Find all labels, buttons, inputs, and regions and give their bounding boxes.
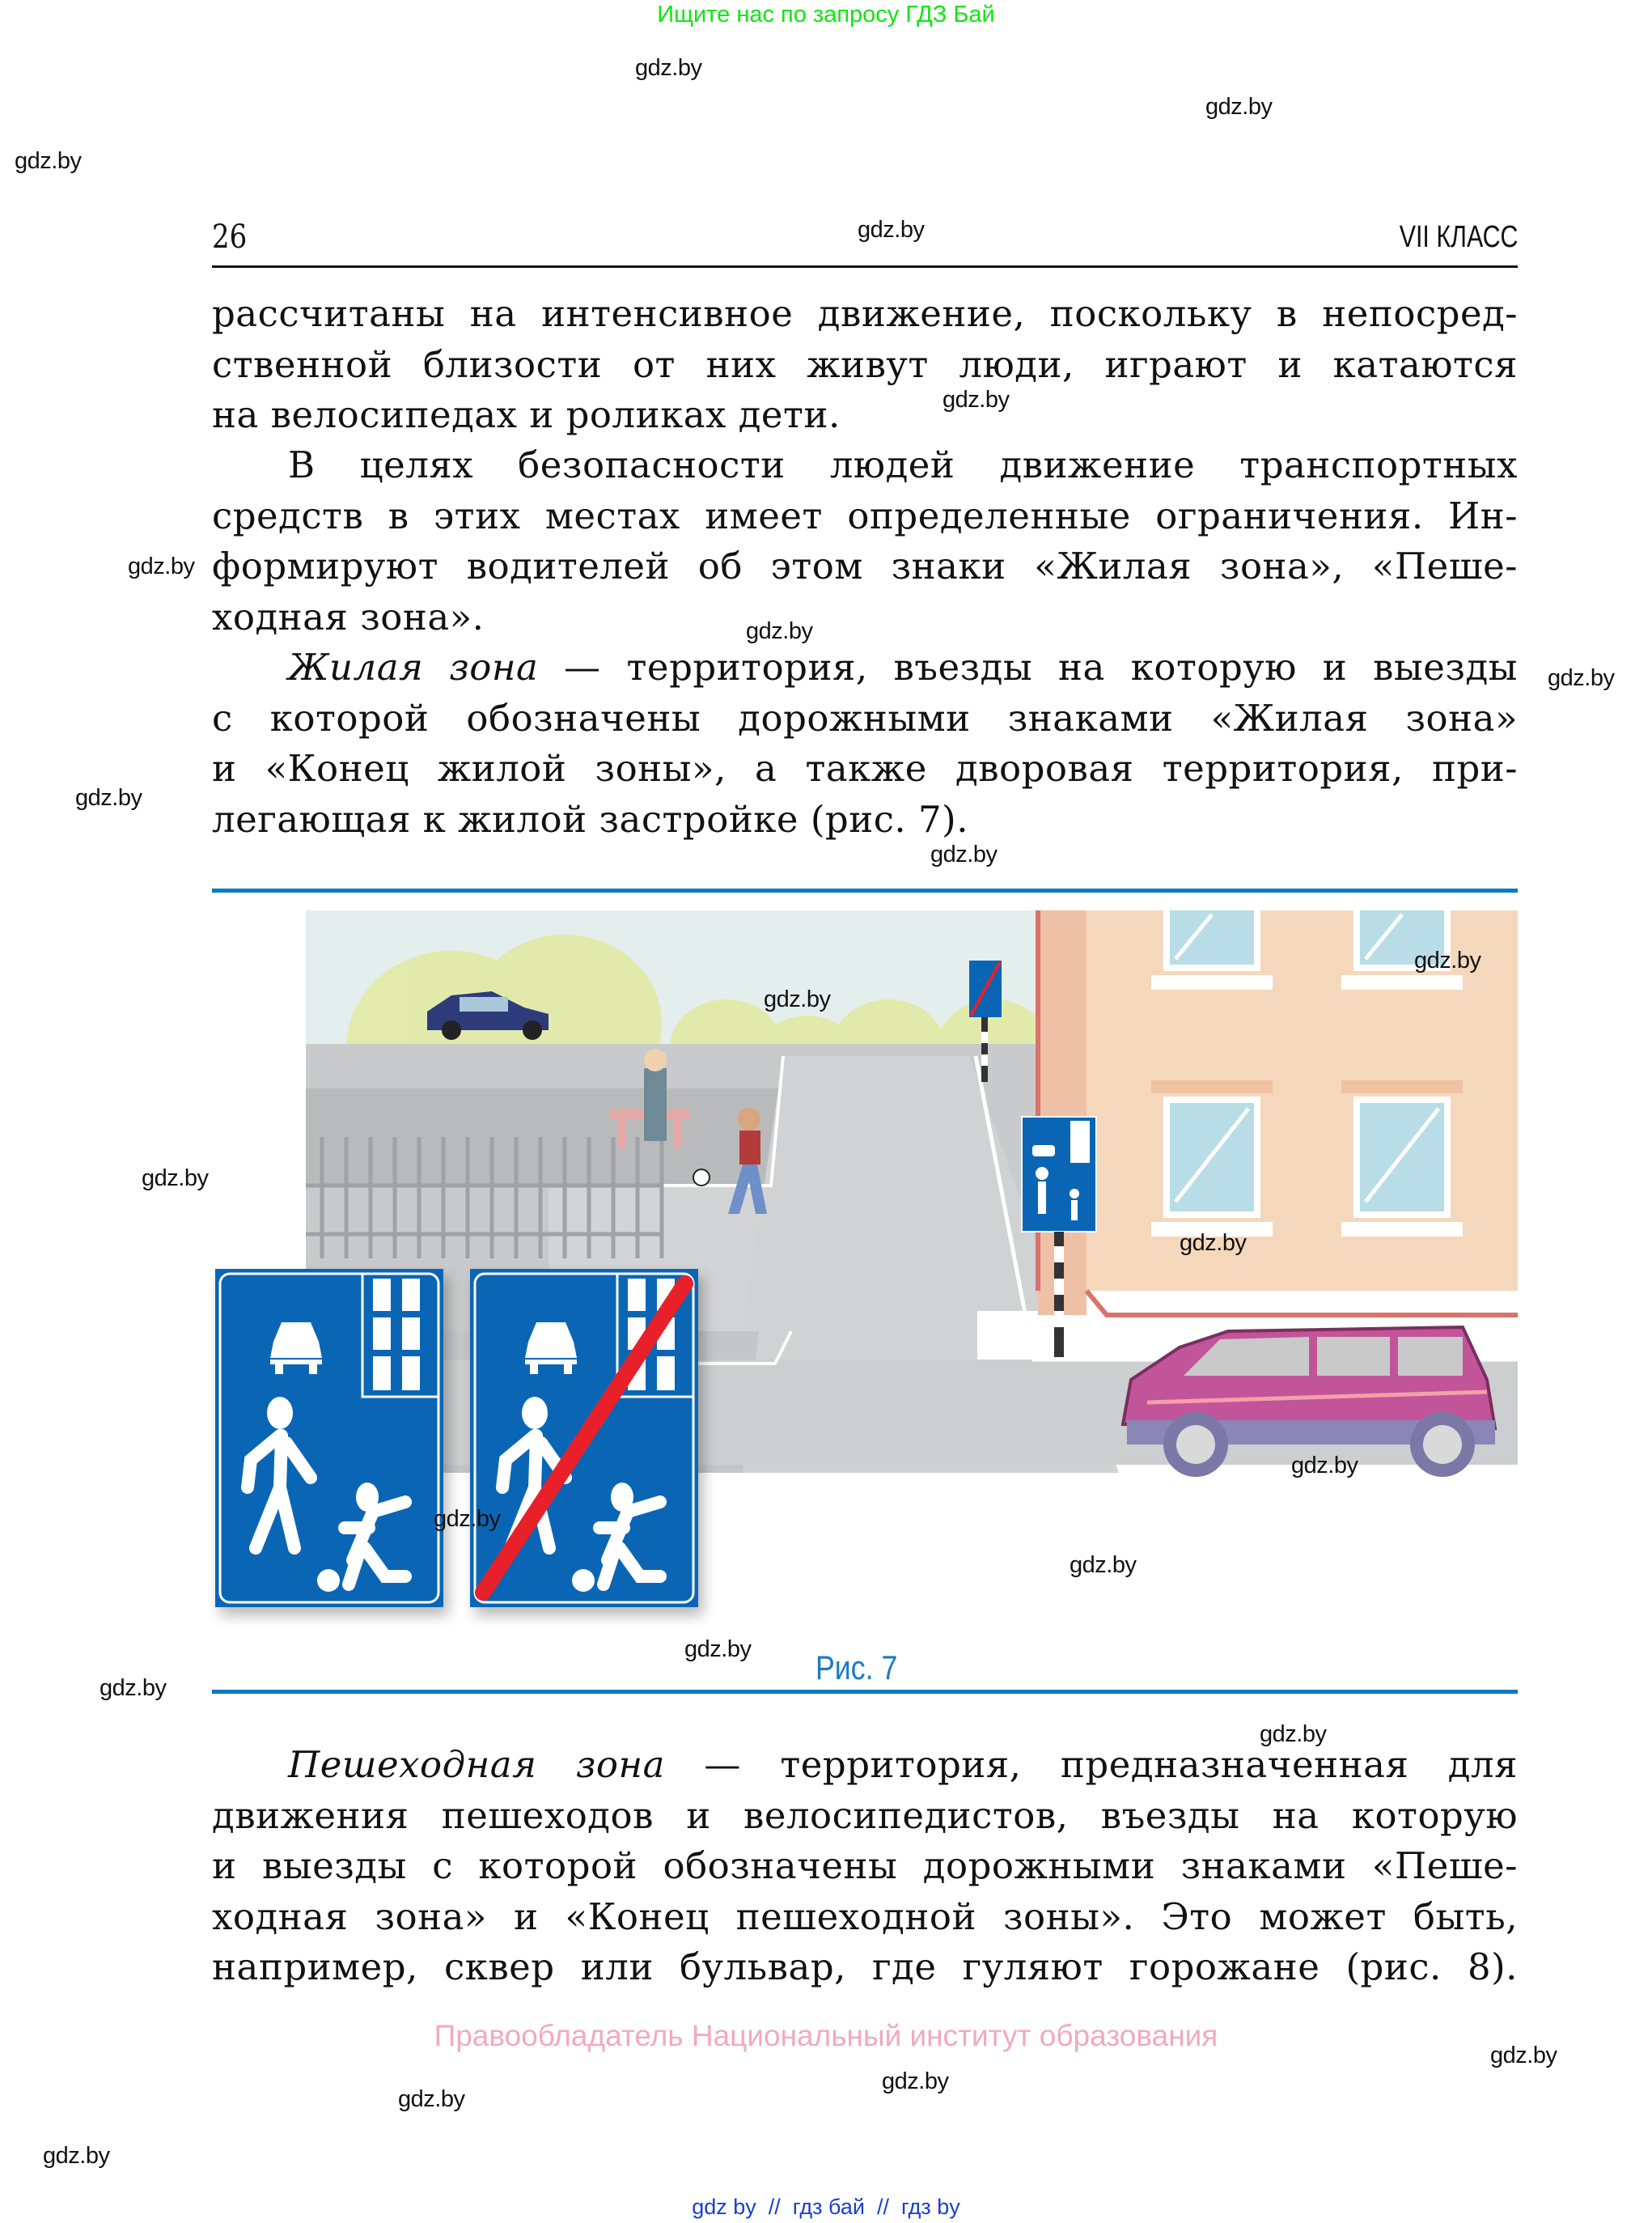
- text-line: например, сквер или бульвар, где гуляют горожане (рис. 8).: [212, 1945, 1518, 1988]
- watermark: gdz.by: [1548, 665, 1615, 691]
- text-line: ходная зона».: [212, 595, 485, 638]
- watermark: gdz.by: [142, 1165, 209, 1191]
- watermark: gdz.by: [882, 2068, 949, 2094]
- watermark: gdz.by: [1180, 1230, 1247, 1256]
- text-line: [212, 643, 1518, 694]
- watermark: gdz.by: [1205, 94, 1273, 120]
- watermark: gdz.by: [1291, 1453, 1358, 1478]
- watermark: gdz.by: [1260, 1721, 1327, 1747]
- text-fragment: — территория, предназначенная для: [664, 1743, 1518, 1786]
- watermark: gdz.by: [942, 387, 1010, 413]
- watermark: gdz.by: [635, 55, 702, 81]
- text-line: и «Конец жилой зоны», а также дворовая территория, при-: [212, 747, 1518, 790]
- header-rule: [212, 265, 1518, 268]
- watermark: gdz.by: [684, 1636, 752, 1662]
- watermark: gdz.by: [930, 842, 998, 868]
- text-line: В целях безопасности людей движение транспортных: [288, 443, 1518, 486]
- copyright-notice: Правообладатель Национальный институт образования: [434, 2019, 1218, 2052]
- watermark: gdz.by: [1490, 2043, 1557, 2068]
- paragraph-4: [212, 1740, 1518, 1993]
- text-line: ходная зона» и «Конец пешеходной зоны». Это может быть,: [212, 1894, 1518, 1938]
- class-label: VII КЛАСС: [1399, 220, 1518, 254]
- figure-illustration: [306, 910, 1518, 1532]
- text-line: на велосипедах и роликах дети.: [212, 393, 841, 436]
- text-line: с которой обозначены дорожными знаками «Жилая зона»: [212, 696, 1518, 740]
- text-line: легающая к жилой застройке (рис. 7).: [212, 797, 969, 841]
- footer-links[interactable]: gdz by // гдз бай // гдз by: [692, 2195, 960, 2219]
- text-line: средств в этих местах имеет определенные ограничения. Ин-: [212, 494, 1518, 537]
- page-number: 26: [212, 218, 248, 256]
- text-fragment: — территория, въезды на которую и выезды: [538, 646, 1518, 689]
- figure-caption: Рис. 7: [815, 1648, 898, 1686]
- watermark: gdz.by: [100, 1675, 167, 1701]
- term-residential-zone: Жилая зона: [288, 646, 539, 689]
- residential-zone-sign-icon: [215, 1269, 443, 1607]
- watermark: gdz.by: [858, 217, 925, 243]
- watermark: gdz.by: [398, 2086, 465, 2112]
- search-banner: Ищите нас по запросу ГДЗ Бай: [657, 2, 995, 28]
- text-line: движения пешеходов и велосипедистов, въезды на которую: [212, 1793, 1518, 1837]
- watermark: gdz.by: [75, 785, 142, 811]
- paragraph-3: [212, 643, 1518, 845]
- watermark: gdz.by: [1070, 1552, 1137, 1578]
- watermark: gdz.by: [43, 2143, 110, 2169]
- watermark: gdz.by: [1414, 948, 1481, 974]
- text-line: формируют водителей об этом знаки «Жилая зона», «Пеше-: [212, 545, 1518, 588]
- watermark: gdz.by: [434, 1506, 501, 1532]
- text-line: ственной близости от них живут люди, играют и катаются: [212, 342, 1518, 386]
- watermark: gdz.by: [15, 148, 82, 174]
- residential-zone-sign: [215, 1269, 443, 1607]
- watermark: gdz.by: [764, 986, 831, 1012]
- watermark: gdz.by: [746, 618, 813, 644]
- term-pedestrian-zone: Пешеходная зона: [288, 1743, 665, 1786]
- figure-bottom-rule: [212, 1690, 1518, 1694]
- end-residential-zone-sign: [470, 1269, 698, 1607]
- end-residential-zone-sign-icon: [470, 1269, 698, 1607]
- paragraph-2: [212, 440, 1518, 643]
- figure-top-rule: [212, 889, 1518, 893]
- text-line: рассчитаны на интенсивное движение, поскольку в непосред-: [212, 292, 1518, 335]
- text-line: и выезды с которой обозначены дорожными знаками «Пеше-: [212, 1844, 1518, 1887]
- paragraph-1: [212, 289, 1518, 441]
- watermark: gdz.by: [128, 554, 195, 579]
- text-line: [212, 1740, 1518, 1791]
